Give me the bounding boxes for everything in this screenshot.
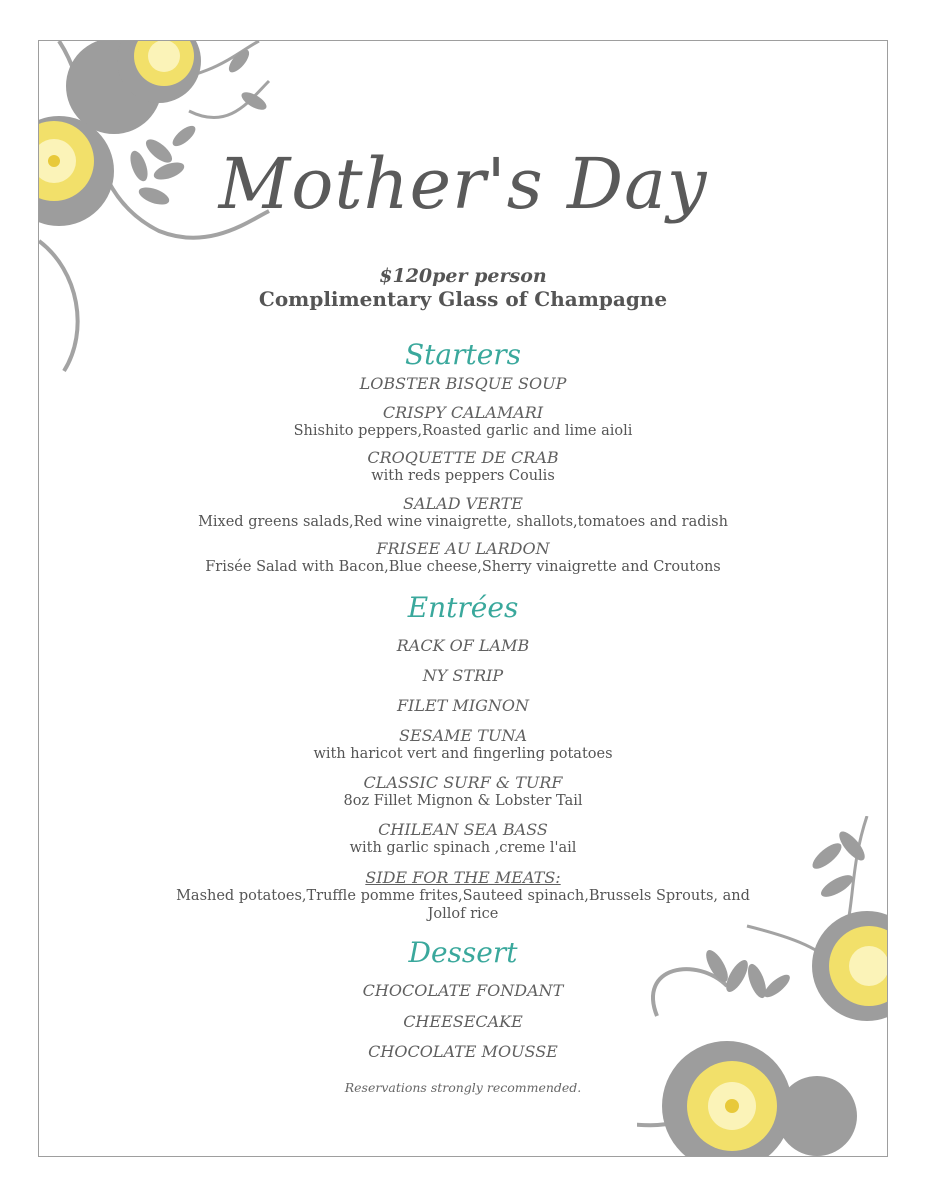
- entree-item: [39, 637, 887, 655]
- item-name: FILET MIGNON: [396, 696, 530, 715]
- starter-item: [39, 404, 887, 440]
- dessert-item: [39, 1043, 887, 1061]
- dessert-heading: Dessert: [408, 936, 518, 969]
- starter-item: [39, 540, 887, 576]
- sides-title: SIDE FOR THE MEATS:: [365, 868, 561, 887]
- entree-item: [39, 697, 887, 715]
- item-description: Mixed greens salads,Red wine vinaigrette, shallots,tomatoes and radish: [198, 514, 728, 530]
- dessert-item: [39, 982, 887, 1000]
- item-description: 8oz Fillet Mignon & Lobster Tail: [343, 793, 583, 809]
- item-description: Shishito peppers,Roasted garlic and lime aioli: [293, 423, 633, 439]
- menu-content: [39, 41, 887, 1156]
- entree-item: [39, 667, 887, 685]
- item-name: CHILEAN SEA BASS: [378, 820, 548, 839]
- item-name: CHOCOLATE MOUSSE: [368, 1042, 558, 1061]
- starters-heading: Starters: [404, 338, 522, 371]
- item-name: CHEESECAKE: [403, 1012, 523, 1031]
- item-name: CRISPY CALAMARI: [382, 403, 544, 422]
- starter-item: [39, 449, 887, 485]
- item-name: LOBSTER BISQUE SOUP: [359, 374, 567, 393]
- item-description: Frisée Salad with Bacon,Blue cheese,Sherry vinaigrette and Croutons: [205, 559, 721, 575]
- sides-description-line2: Jollof rice: [427, 906, 499, 922]
- item-description: with haricot vert and fingerling potatoes: [313, 746, 613, 762]
- item-name: SESAME TUNA: [398, 726, 527, 745]
- entree-item: [39, 727, 887, 763]
- item-description: with reds peppers Coulis: [371, 468, 555, 484]
- entree-item: [39, 821, 887, 857]
- item-name: CROQUETTE DE CRAB: [367, 448, 559, 467]
- starter-item: [39, 495, 887, 531]
- sides-block: [39, 868, 887, 923]
- dessert-item: [39, 1013, 887, 1031]
- item-name: SALAD VERTE: [403, 494, 523, 513]
- sides-description-line1: Mashed potatoes,Truffle pomme frites,Sauteed spinach,Brussels Sprouts, and: [176, 888, 750, 904]
- item-name: RACK OF LAMB: [396, 636, 530, 655]
- menu-frame: [38, 40, 888, 1157]
- item-name: FRISEE AU LARDON: [376, 539, 550, 558]
- item-name: CLASSIC SURF & TURF: [363, 773, 563, 792]
- price-line: $120per person: [379, 265, 547, 287]
- item-name: NY STRIP: [422, 666, 504, 685]
- item-name: CHOCOLATE FONDANT: [362, 981, 564, 1000]
- champagne-line: Complimentary Glass of Champagne: [258, 287, 668, 311]
- reservation-note: Reservations strongly recommended.: [344, 1080, 582, 1095]
- item-description: with garlic spinach ,creme l'ail: [349, 840, 577, 856]
- menu-title: Mother's Day: [218, 143, 708, 225]
- entrees-heading: Entrées: [407, 591, 519, 624]
- entree-item: [39, 774, 887, 810]
- starter-item: [39, 375, 887, 393]
